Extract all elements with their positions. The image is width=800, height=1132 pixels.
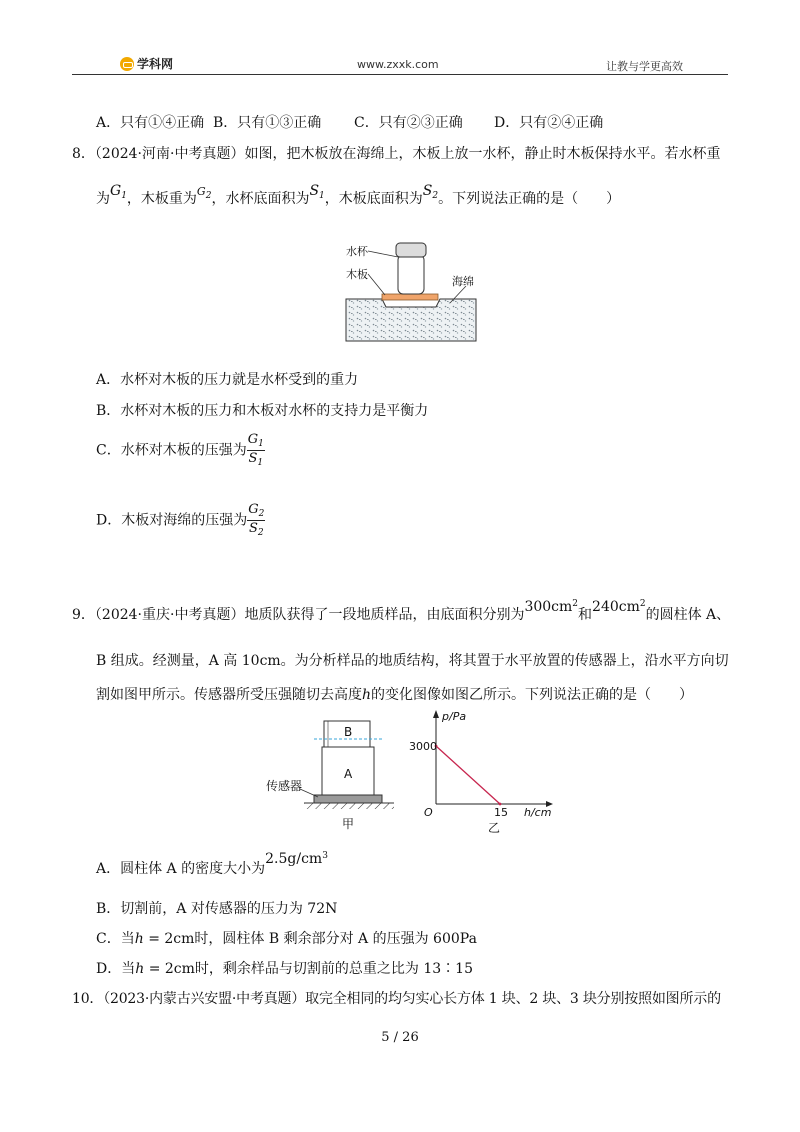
q9-sensor-label: 传感器 [266,779,303,793]
x-axis-label: h/cm [524,806,552,819]
logo-icon [120,57,134,71]
q9-caption-yi: 乙 [488,821,501,835]
q8-s2: $S_2$ [422,183,439,201]
q8-option-d: D．木板对海绵的压强为 $\frac{G_2}{S_2}$ [96,502,265,538]
q8-board-label: 木板 [346,268,368,281]
q9-option-a: A．圆柱体 A 的密度大小为$2.5g/cm^3$ [96,851,328,877]
q8-number: 8． [72,146,95,162]
q10-stem: 10．（2023·内蒙古兴安盟·中考真题）取完全相同的均匀实心长方体 1 块、2 块、3 块分别按照如图所示的 [72,991,721,1007]
cup-lid [396,243,426,257]
q8-option-a: A．水杯对木板的压力就是水杯受到的重力 [96,372,359,388]
q8-option-b: B．水杯对木板的压力和木板对水杯的支持力是平衡力 [96,403,429,419]
ground-hatch [304,803,394,809]
q8-g1: $G_1$ [110,183,127,201]
q7-option-b: B．只有①③正确 [213,115,322,131]
q8-option-d-fraction: $\frac{G_2}{S_2}$ [248,502,265,538]
q9-caption-jia: 甲 [342,817,355,831]
sponge-shape [346,299,476,341]
q9-chart [408,708,558,836]
q9-density: $2.5g/cm^3$ [265,851,328,867]
q9-option-c: C．当h = 2cm时，圆柱体 B 剩余部分对 A 的压强为 600Pa [96,931,477,947]
q8-stem-line1 [72,147,720,161]
q9-label-b: B [344,725,353,739]
q8-stem-text1: 如图，把木板放在海绵上，木板上放一水杯，静止时木板保持水平。若水杯重 [244,146,721,162]
q8-g2: G2 [196,185,212,201]
q7-option-d: D．只有②④正确 [494,115,604,131]
x-tick-label: 15 [494,806,508,819]
data-point-end [499,803,502,806]
q8-option-c: C．水杯对木板的压强为 $\frac{G_1}{S_1}$ [96,432,264,468]
q9-number: 9． [72,607,95,623]
y-tick-label: 3000 [409,740,437,753]
series-line [436,746,500,804]
q9-area1: $300cm^2$ [524,599,579,615]
q7-option-c: C．只有②③正确 [354,115,463,131]
q9-option-b: B．切割前，A 对传感器的压力为 72N [96,901,338,917]
q10-number: 10． [72,991,104,1007]
header-rule [72,74,728,75]
site-url[interactable]: www.zxxk.com [357,58,439,71]
q9-label-a: A [344,767,353,781]
q10-source: （2023·内蒙古兴安盟·中考真题） [103,991,306,1007]
site-logo[interactable] [120,55,173,72]
q7-option-a: A．只有①④正确 [96,115,205,131]
q8-option-c-fraction: $\frac{G_1}{S_1}$ [247,432,264,468]
q8-sponge-label: 海绵 [452,275,474,288]
q8-cup-label: 水杯 [346,245,368,258]
q9-source: （2024·重庆·中考真题） [94,607,245,623]
q9-stem-line3: 割如图甲所示。传感器所受压强随切去高度h的变化图像如图乙所示。下列说法正确的是（ ） [96,687,694,703]
q9-area2: $240cm^2$ [592,599,646,615]
q9-figure-jia [264,716,400,836]
cup-body [398,255,424,294]
page-number: 5 / 26 [381,1030,419,1045]
logo-text: 学科网 [137,57,174,71]
origin-label: O [424,806,433,819]
q8-stem-line2: 为$G_1$，木板重为$^{G_2}$，水杯底面积为$S_1$，木板底面积为$S_2$。下列说法正确的是（ ） [96,183,621,207]
sensor-block [314,795,382,803]
q8-s1: $S_1$ [309,183,325,201]
board-shape [382,294,438,300]
y-axis-arrow [433,710,439,718]
q9-option-d: D．当h = 2cm时，剩余样品与切割前的总重之比为 13∶15 [96,961,473,977]
y-axis-label: p/Pa [442,710,467,723]
q8-source: （2024·河南·中考真题） [94,146,245,162]
q9-stem-line1: 9．（2024·重庆·中考真题）地质队获得了一段地质样品，由底面积分别为$300cm^2$和$240cm^2$的圆柱体 A、 [72,599,731,623]
q9-stem-line2: B 组成。经测量，A 高 10cm。为分析样品的地质结构，将其置于水平放置的传感器上，沿水平方向切 [96,653,729,669]
site-slogan: 让教与学更高效 [606,60,683,73]
q8-figure [340,233,480,345]
